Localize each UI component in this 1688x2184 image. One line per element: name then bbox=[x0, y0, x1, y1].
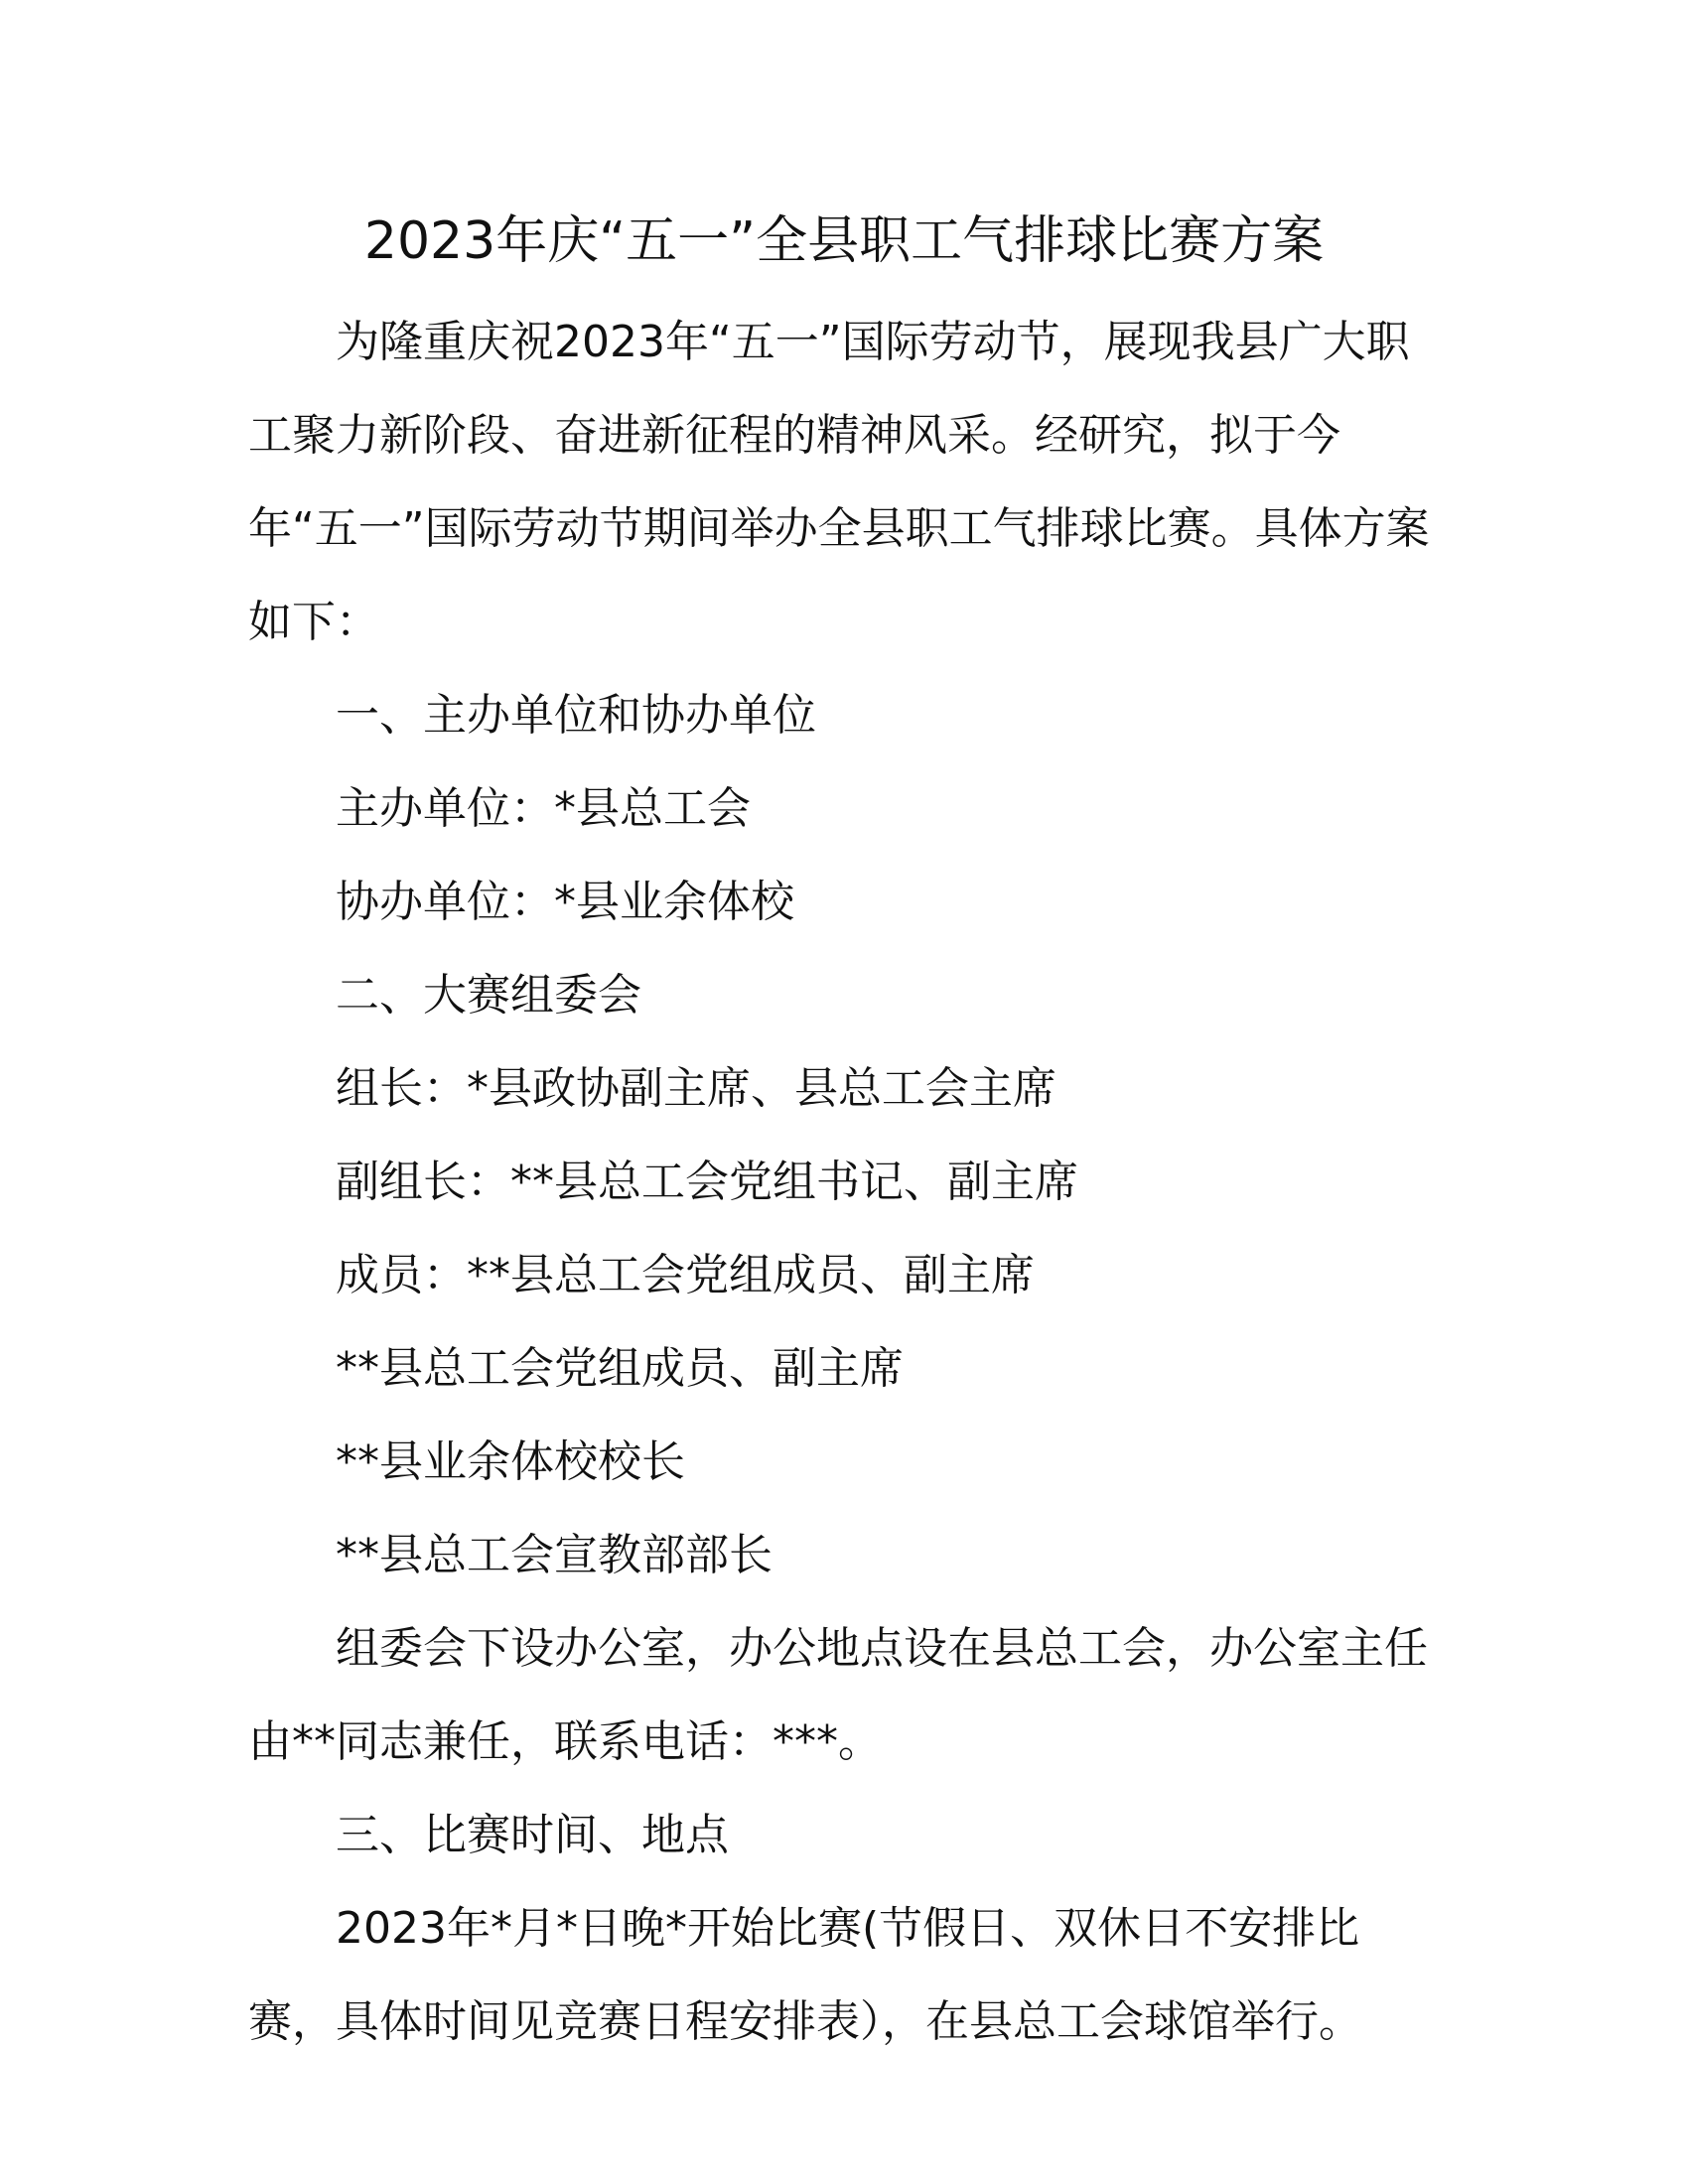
section-heading-organizers: 一、主办单位和协办单位 bbox=[336, 690, 816, 741]
document-body bbox=[248, 296, 1440, 2069]
committee-deputy-leader: 副组长：**县总工会党组书记、副主席 bbox=[336, 1157, 1078, 1207]
committee-member: 成员：**县总工会党组成员、副主席 bbox=[336, 1250, 1035, 1300]
committee-member: **县业余体校校长 bbox=[336, 1436, 685, 1487]
committee-member: **县总工会宣教部部长 bbox=[336, 1530, 773, 1580]
section-heading-time-place: 三、比赛时间、地点 bbox=[336, 1810, 729, 1860]
committee-leader: 组长：*县政协副主席、县总工会主席 bbox=[336, 1063, 1056, 1114]
committee-member: **县总工会党组成员、副主席 bbox=[336, 1343, 904, 1394]
committee-office-info: 组委会下设办公室，办公地点设在县总工会，办公室主任由**同志兼任，联系电话：***。 bbox=[248, 1623, 1428, 1767]
document-title: 2023年庆“五一”全县职工气排球比赛方案 bbox=[363, 211, 1325, 271]
section-heading-committee: 二、大赛组委会 bbox=[336, 970, 641, 1021]
match-time-place: 2023年*月*日晚*开始比赛(节假日、双休日不安排比赛，具体时间见竞赛日程安排表），在县总工会球馆举行。 bbox=[248, 1903, 1362, 2047]
host-unit: 主办单位：*县总工会 bbox=[336, 783, 751, 834]
paragraph-intro: 为隆重庆祝2023年“五一”国际劳动节，展现我县广大职工聚力新阶段、奋进新征程的精神风采。经研究，拟于今年“五一”国际劳动节期间举办全县职工气排球比赛。具体方案如下： bbox=[248, 317, 1430, 647]
co-host-unit: 协办单位：*县业余体校 bbox=[336, 877, 794, 927]
